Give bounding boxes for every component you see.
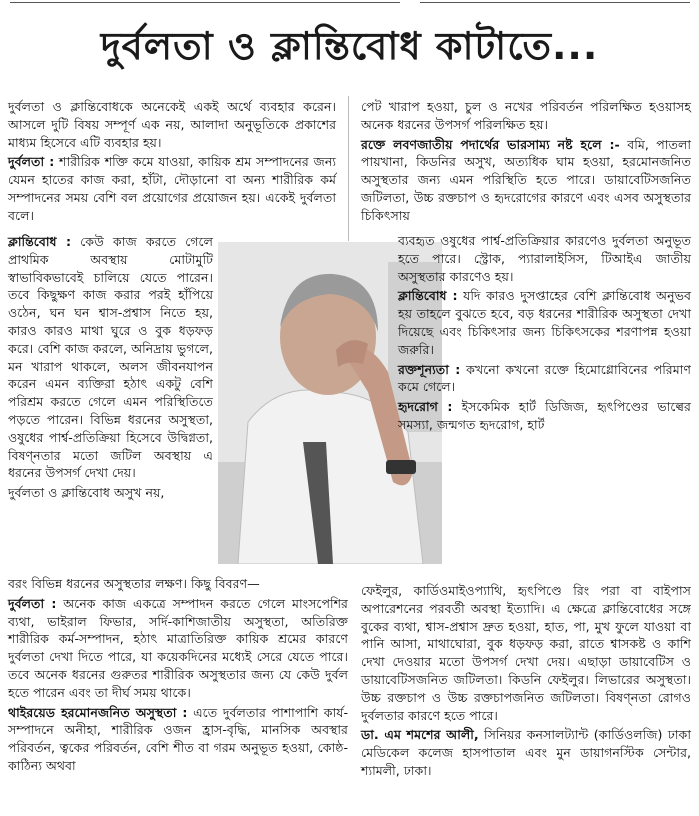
right-column-top [361,98,691,227]
intro-paragraph: দুর্বলতা ও ক্লান্তিবোধকে অনেকেই একই অর্থে ব্যবহার করেন। আসলে দুটি বিষয় সম্পূর্ণ এক নয়, আলাদা অনুভূতিকে প্রকাশের মাধ্যম হিসেবে এটি ব্যবহার হয়। [8,99,336,150]
weakness2-heading: দুর্বলতা : [8,595,57,611]
left-column-bottom [8,575,348,777]
heart-paragraph: হৃদরোগ : ইসকেমিক হার্ট ডিজিজ, হৃৎপিণ্ডের ভাল্বের সমস্যা, জন্মগত হৃদরোগ, হার্ট [398,399,691,432]
top-rule-right [420,2,690,3]
author-paragraph [361,726,691,779]
salt-paragraph: রক্তে লবণজাতীয় পদার্থের ভারসাম্য নষ্ট হলে :- বমি, পাতলা পায়খানা, কিডনির অসুখ, অত্যধিক ঘাম হওয়া, হরমোনজনিত অসুস্থতার জন্য এমন পরিস্থিতি হতে পারে। ডায়াবেটিসজনিত জটিলতা, উচ্চ রক্তচাপ ও হৃদরোগের কারণে এবং এসব অসুস্থতার চিকিৎসায় [361,136,691,223]
thyroid-heading: থাইরয়েড হরমোনজনিত অসুস্থতা : [8,704,188,720]
right-column-bottom [361,582,691,782]
right-continuation: পেট খারাপ হওয়া, চুল ও নখের পরিবর্তন পরিলক্ষিত হওয়াসহ অনেক ধরনের উপসর্গ পরিলক্ষিত হয়। [361,99,691,132]
thyroid-paragraph: থাইরয়েড হরমোনজনিত অসুস্থতা : এতে দুর্বলতার পাশাপাশি কার্য-সম্পাদনে অনীহা, শারীরিক ওজন হ্রাস-বৃদ্ধি, মানসিক অবস্থার পরিবর্তন, ত্বকের পরিবর্তন, বেশি শীত বা গরম অনুভূত হওয়া, কোষ্ঠ-কাঠিন্য অথবা [8,704,348,773]
headline: দুর্বলতা ও ক্লান্তিবোধ কাটাতে... [100,24,599,68]
fatigue-paragraph: ক্লান্তিবোধ : কেউ কাজ করতে গেলে প্রাথমিক অবস্থায় মোটামুটি স্বাভাবিকভাবেই চালিয়ে যেতে পারেন। তবে কিছুক্ষণ কাজ করার পরই হাঁপিয়ে ওঠেন, ঘন ঘন শ্বাস-প্রশ্বাস নিতে হয়, কারও কারও মাথা ঘুরে ও বুক ধড়ফড় করে। বেশি কাজ করলে, অনিদ্রায় ভুগলে, মন খারাপ থাকলে, অলস জীবনযাপন করেন এমন ব্যক্তিরা হঠাৎ একটু বেশি পরিশ্রম করতে গেলে এমন পরিস্থিতিতে পড়তে পারেন। বিভিন্ন ধরনের অসুস্থতা, ওষুধের পার্শ্ব-প্রতিক্রিয়া হিসেবে উদ্বিগ্নতা, বিষণ্নতার মতো জটিল অবস্থায় এ ধরনের উপসর্গ দেখা দেয়। [8,234,213,481]
author-description: সিনিয়র কনসালট্যান্ট (কার্ডিওলজি) ঢাকা মেডিকেল কলেজ হাসপাতাল এবং মুন ডায়াগনস্টিক সেন্টার, শ্যামলী, ঢাকা। [361,727,691,778]
closing-line: দুর্বলতা ও ক্লান্তিবোধ অসুখ নয়, [8,485,165,501]
heart-continuation: ফেইলুর, কার্ডিওমাইওপ্যাথি, হৃৎপিণ্ডে রিং পরা বা বাইপাস অপারেশনের পরবর্তী অবস্থা ইত্যাদি। এ ক্ষেত্রে ক্লান্তিবোধের সঙ্গে বুকের ব্যথা, শ্বাস-প্রশ্বাস দ্রুত হওয়া, হাত, পা, মুখ ফুলে যাওয়া বা পানি আসা, মাথাঘোরা, বুক ধড়ফড় করা, রাতে শ্বাসকষ্ট ও কাশি দেখা দেওয়ার মতো উপসর্গ দেখা দেয়। এছাড়া ডায়াবেটিস ও ডায়াবেটিসজনিত জটিলতা। কিডনি ফেইলুর। লিভারের অসুস্থতা। উচ্চ রক্তচাপ ও উচ্চ রক্তচাপজনিত জটিলতা। বিষণ্নতা রোগও দুর্বলতার কারণে হতে পারে। [361,583,691,723]
side-effects-paragraph: ব্যবহৃত ওষুধের পার্শ্ব-প্রতিক্রিয়ার কারণেও দুর্বলতা অনুভূত হতে পারে। স্ট্রোক, প্যারালাইসিস, টিআইএ জাতীয় অসুস্থতার কারণেও হয়। [398,233,691,284]
column-divider [348,96,349,241]
weakness2-paragraph: দুর্বলতা : অনেক কাজ একত্রে সম্পাদন করতে গেলে মাংসপেশির ব্যথা, ভাইরাল ফিভার, সর্দি-কাশিজাতীয় অসুস্থতা, অতিরিক্ত শারীরিক কর্ম-সম্পাদন, হঠাৎ মাত্রাতিরিক্ত কায়িক শ্রমের কারণে দুর্বলতা দেখা দিতে পারে, যা কয়েকদিনের মধ্যেই সেরে যেতে পারে। তবে অনেক ধরনের গুরুতর শারীরিক অসুস্থতার জন্য যে কেউ দুর্বল হতে পারেন এবং তা দীর্ঘ সময় থাকে। [8,595,348,700]
weakness-heading: দুর্বলতা : [8,154,55,170]
anemia-paragraph: রক্তশূন্যতা : কখনো কখনো রক্তে হিমোগ্লোবিনের পরিমাণ কমে গেলে। [398,361,691,395]
author-name: ডা. এম শমশের আলী, [361,727,479,743]
left-wrap-column [8,233,213,504]
weakness-paragraph: দুর্বলতা : শারীরিক শক্তি কমে যাওয়া, কায়িক শ্রম সম্পাদনের জন্য যেমন হাতের কাজ করা, হাঁটা, দৌড়ানো বা অন্য শারীরিক কর্ম সম্পাদনের সময় বেশি বল প্রয়োগের প্রয়োজন হয়। একেই দুর্বলতা বলে। [8,154,336,223]
top-rule-left [10,2,400,3]
heart-heading: হৃদরোগ : [398,399,453,415]
left-column-top [8,98,336,227]
right-wrap-column [398,232,691,436]
salt-heading: রক্তে লবণজাতীয় পদার্থের ভারসাম্য নষ্ট হলে :- [361,136,620,152]
lead-paragraph: বরং বিভিন্ন ধরনের অসুস্থতার লক্ষণ। কিছু বিবরণ— [8,576,260,591]
fatigue-heading: ক্লান্তিবোধ : [8,234,72,249]
anemia-heading: রক্তশূন্যতা : [398,361,461,377]
fatigue2-paragraph: ক্লান্তিবোধ : যদি কারও দুসপ্তাহের বেশি ক্লান্তিবোধ অনুভব হয় তাহলে বুঝতে হবে, বড় ধরনের শারীরিক অসুস্থতা দেখা দিয়েছে এবং চিকিৎসার জন্য চিকিৎসকের শরণাপন্ন হওয়া জরুরি। [398,288,691,357]
fatigue2-heading: ক্লান্তিবোধ : [398,288,458,304]
